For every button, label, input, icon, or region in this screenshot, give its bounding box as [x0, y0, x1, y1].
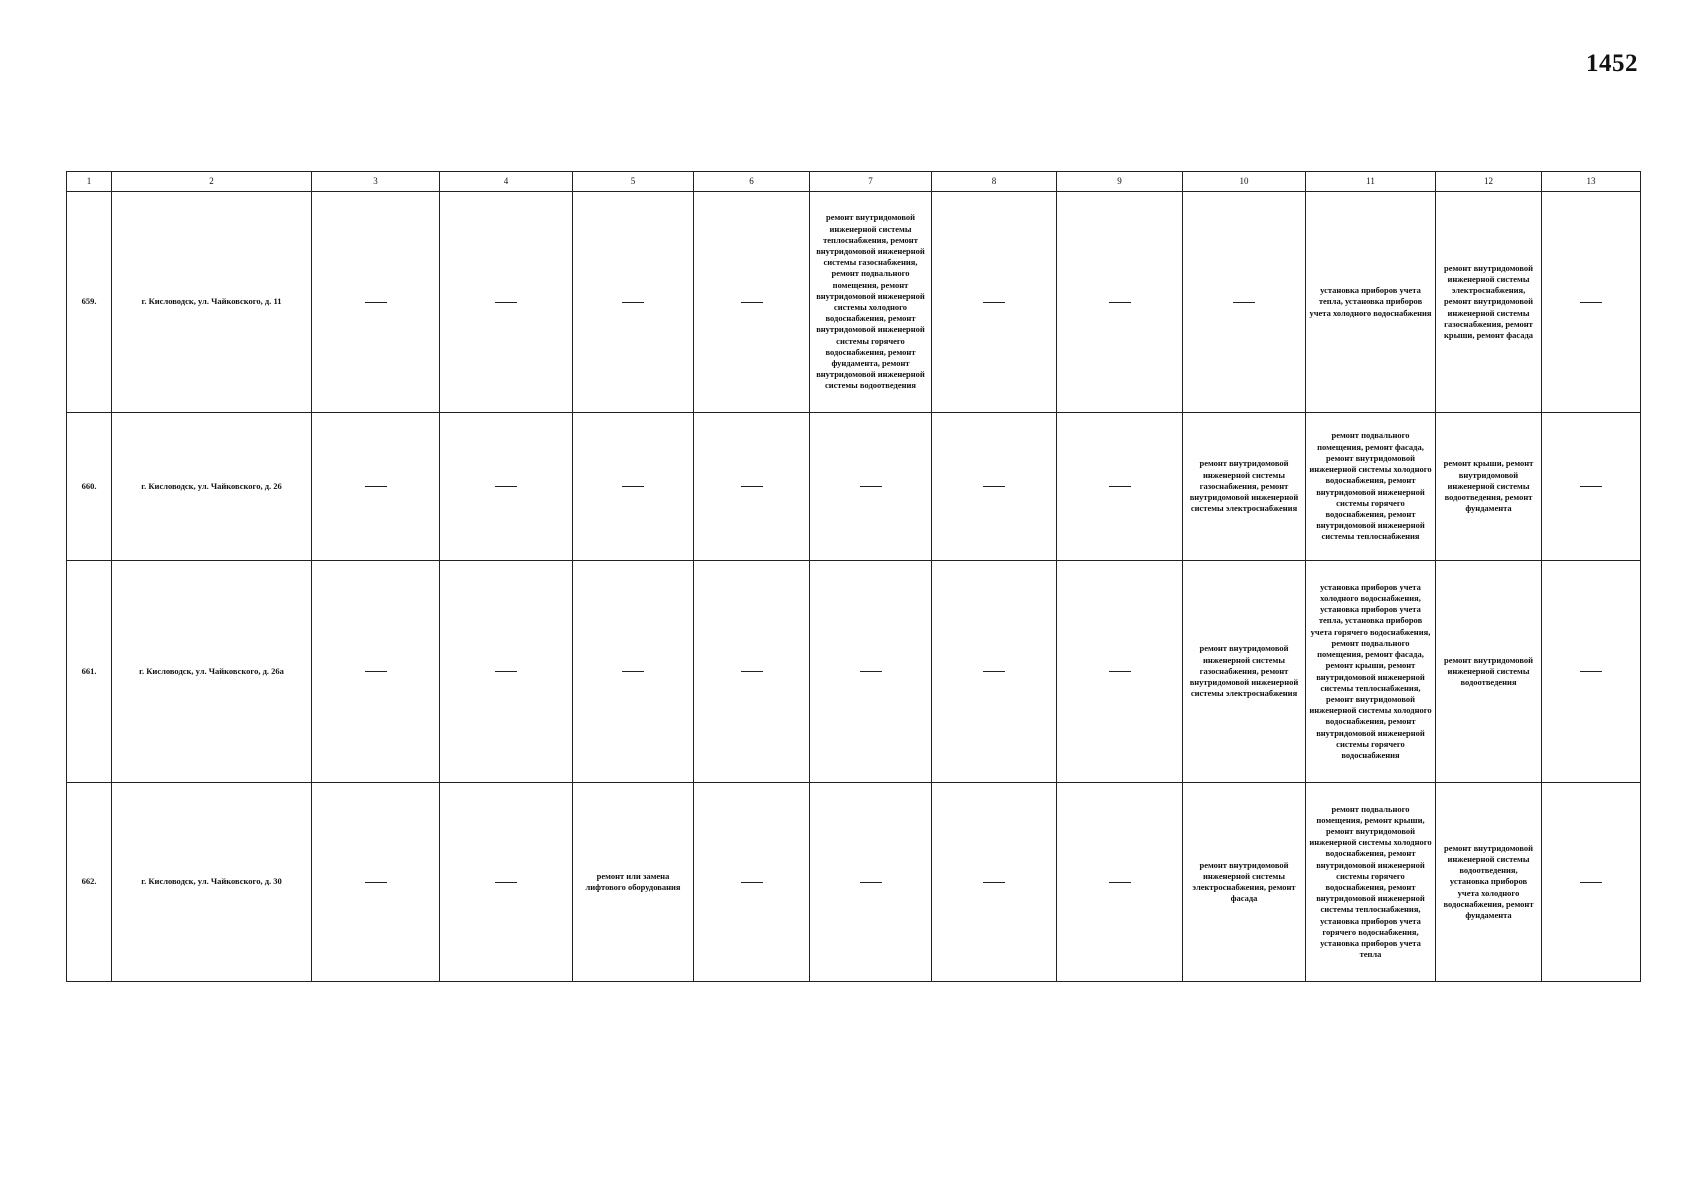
dash-mark [365, 671, 387, 672]
table-row [67, 413, 1641, 561]
work-cell: ремонт или замена лифтового оборудования [573, 783, 694, 982]
dash-mark [495, 302, 517, 303]
work-cell [694, 413, 810, 561]
work-cell [1057, 783, 1183, 982]
dash-mark [365, 302, 387, 303]
column-header: 12 [1436, 172, 1542, 192]
work-cell [932, 413, 1057, 561]
work-cell [312, 192, 440, 413]
column-header: 2 [112, 172, 312, 192]
work-cell [1057, 561, 1183, 783]
work-cell: ремонт внутридомовой инженерной системы электроснабжения, ремонт внутридомовой инженерной системы газоснабжения, ремонт крыши, ремонт фасада [1436, 192, 1542, 413]
column-header: 5 [573, 172, 694, 192]
table-body [67, 192, 1641, 982]
dash-mark [1580, 486, 1602, 487]
column-header: 11 [1306, 172, 1436, 192]
column-header: 6 [694, 172, 810, 192]
dash-mark [860, 486, 882, 487]
dash-mark [983, 302, 1005, 303]
dash-mark [495, 882, 517, 883]
work-cell [810, 783, 932, 982]
dash-mark [983, 671, 1005, 672]
row-number-cell: 660. [67, 413, 112, 561]
dash-mark [741, 671, 763, 672]
work-cell [932, 192, 1057, 413]
dash-mark [1580, 882, 1602, 883]
dash-mark [983, 882, 1005, 883]
column-header: 10 [1183, 172, 1306, 192]
address-cell: г. Кисловодск, ул. Чайковского, д. 30 [112, 783, 312, 982]
work-cell [573, 192, 694, 413]
work-cell [694, 783, 810, 982]
dash-mark [860, 671, 882, 672]
work-cell [312, 413, 440, 561]
column-header: 7 [810, 172, 932, 192]
page-number: 1452 [1586, 50, 1638, 77]
dash-mark [1580, 302, 1602, 303]
work-cell [932, 561, 1057, 783]
dash-mark [741, 486, 763, 487]
work-cell [312, 561, 440, 783]
work-cell [440, 413, 573, 561]
column-header: 3 [312, 172, 440, 192]
work-cell [694, 192, 810, 413]
work-cell [312, 783, 440, 982]
table-row [67, 192, 1641, 413]
dash-mark [622, 671, 644, 672]
column-header: 13 [1542, 172, 1641, 192]
work-cell [573, 561, 694, 783]
work-cell: ремонт внутридомовой инженерной системы теплоснабжения, ремонт внутридомовой инженерной системы газоснабжения, ремонт подвального помещения, ремонт внутридомовой инженерной системы холодного водоснабжения, ремонт внутридомовой инженерной системы горячего водоснабжения, ремонт фундамента, ремонт внутридомовой инженерной системы водоотведения [810, 192, 932, 413]
row-number-cell: 662. [67, 783, 112, 982]
dash-mark [495, 486, 517, 487]
dash-mark [983, 486, 1005, 487]
dash-mark [365, 486, 387, 487]
work-cell: ремонт внутридомовой инженерной системы газоснабжения, ремонт внутридомовой инженерной системы электроснабжения [1183, 561, 1306, 783]
work-cell: ремонт внутридомовой инженерной системы водоотведения [1436, 561, 1542, 783]
work-cell [1542, 561, 1641, 783]
dash-mark [1109, 882, 1131, 883]
dash-mark [1109, 486, 1131, 487]
work-cell [810, 561, 932, 783]
table-row [67, 561, 1641, 783]
dash-mark [1580, 671, 1602, 672]
work-cell [440, 192, 573, 413]
column-header: 1 [67, 172, 112, 192]
column-header: 4 [440, 172, 573, 192]
dash-mark [1109, 302, 1131, 303]
work-cell: ремонт внутридомовой инженерной системы электроснабжения, ремонт фасада [1183, 783, 1306, 982]
dash-mark [622, 486, 644, 487]
work-cell [1057, 413, 1183, 561]
dash-mark [1233, 302, 1255, 303]
work-cell [1542, 192, 1641, 413]
table-row [67, 783, 1641, 982]
address-cell: г. Кисловодск, ул. Чайковского, д. 26 [112, 413, 312, 561]
work-cell: ремонт внутридомовой инженерной системы водоотведения, установка приборов учета холодного водоснабжения, ремонт фундамента [1436, 783, 1542, 982]
work-cell: ремонт подвального помещения, ремонт крыши, ремонт внутридомовой инженерной системы холодного водоснабжения, ремонт внутридомовой инженерной системы горячего водоснабжения, ремонт внутридомовой инженерной системы теплоснабжения, установка приборов учета горячего водоснабжения, установка приборов учета тепла [1306, 783, 1436, 982]
work-cell [573, 413, 694, 561]
row-number-cell: 661. [67, 561, 112, 783]
dash-mark [1109, 671, 1131, 672]
work-cell [694, 561, 810, 783]
work-cell: ремонт подвального помещения, ремонт фасада, ремонт внутридомовой инженерной системы холодного водоснабжения, ремонт внутридомовой инженерной системы горячего водоснабжения, ремонт внутридомовой инженерной системы теплоснабжения [1306, 413, 1436, 561]
column-header: 8 [932, 172, 1057, 192]
dash-mark [860, 882, 882, 883]
dash-mark [622, 302, 644, 303]
work-cell [440, 561, 573, 783]
address-cell: г. Кисловодск, ул. Чайковского, д. 26а [112, 561, 312, 783]
work-cell: ремонт крыши, ремонт внутридомовой инженерной системы водоотведения, ремонт фундамента [1436, 413, 1542, 561]
work-cell [810, 413, 932, 561]
column-header: 9 [1057, 172, 1183, 192]
work-cell [932, 783, 1057, 982]
work-cell [1542, 413, 1641, 561]
repair-schedule-table [66, 171, 1641, 982]
work-cell [440, 783, 573, 982]
dash-mark [741, 302, 763, 303]
work-cell [1542, 783, 1641, 982]
work-cell [1183, 192, 1306, 413]
dash-mark [365, 882, 387, 883]
work-cell: установка приборов учета холодного водоснабжения, установка приборов учета тепла, установка приборов учета горячего водоснабжения, ремонт подвального помещения, ремонт фасада, ремонт крыши, ремонт внутридомовой инженерной системы теплоснабжения, ремонт внутридомовой инженерной системы холодного водоснабжения, ремонт внутридомовой инженерной системы горячего водоснабжения [1306, 561, 1436, 783]
column-number-row [67, 172, 1641, 192]
work-cell: установка приборов учета тепла, установка приборов учета холодного водоснабжения [1306, 192, 1436, 413]
dash-mark [495, 671, 517, 672]
row-number-cell: 659. [67, 192, 112, 413]
dash-mark [741, 882, 763, 883]
work-cell: ремонт внутридомовой инженерной системы газоснабжения, ремонт внутридомовой инженерной системы электроснабжения [1183, 413, 1306, 561]
address-cell: г. Кисловодск, ул. Чайковского, д. 11 [112, 192, 312, 413]
work-cell [1057, 192, 1183, 413]
